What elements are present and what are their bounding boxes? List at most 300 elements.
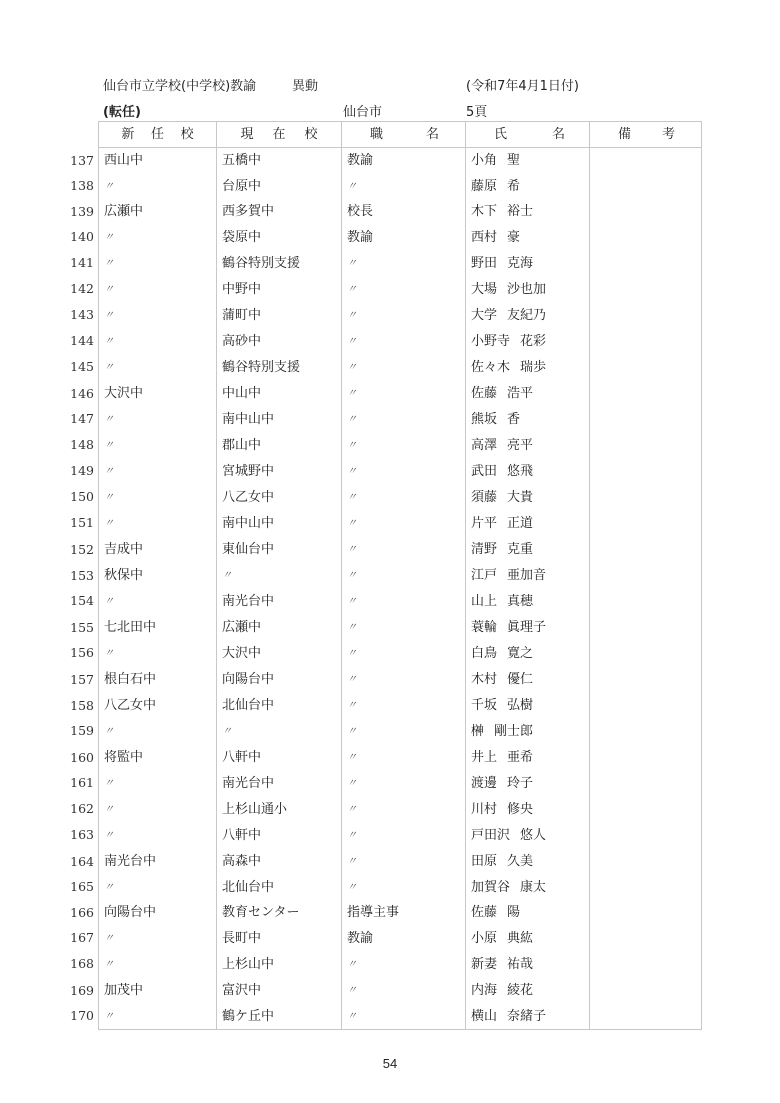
cell-remarks <box>590 276 702 302</box>
surname: 木下 <box>471 204 498 220</box>
ditto-mark: 〃 <box>347 544 357 556</box>
row-number: 140 <box>70 229 94 245</box>
given-name: 寛之 <box>507 645 534 661</box>
row-number: 161 <box>70 775 94 791</box>
cell-name <box>466 354 590 380</box>
row-number: 157 <box>70 671 94 687</box>
cell-position <box>342 173 466 199</box>
ditto-mark: 〃 <box>104 310 114 322</box>
surname: 江戸 <box>471 567 498 583</box>
table-row <box>99 510 702 536</box>
cell-remarks <box>590 744 702 770</box>
cell-name <box>466 1003 590 1030</box>
cell-current-school <box>217 199 342 224</box>
cell-current-school <box>217 562 342 588</box>
surname: 白鳥 <box>471 645 498 661</box>
cell-new-school <box>70 328 217 354</box>
table-row <box>99 718 702 744</box>
cell-position <box>342 432 466 458</box>
cell-name <box>466 666 590 692</box>
given-name: 悠飛 <box>507 463 534 479</box>
ditto-mark: 〃 <box>347 648 357 660</box>
current-school-value: 上杉山通小 <box>222 801 288 817</box>
table-row <box>99 250 702 276</box>
cell-name <box>466 380 590 406</box>
table-row <box>99 925 702 951</box>
cell-current-school <box>217 432 342 458</box>
cell-new-school <box>70 510 217 536</box>
cell-position <box>342 328 466 354</box>
table-row <box>99 1003 702 1030</box>
cell-current-school <box>217 588 342 614</box>
cell-new-school <box>70 562 217 588</box>
cell-remarks <box>590 250 702 276</box>
new-school-value: 将監中 <box>104 749 144 765</box>
cell-new-school <box>70 770 217 796</box>
table-row <box>99 224 702 250</box>
current-school-value: 教育センター <box>222 905 300 921</box>
cell-current-school <box>217 770 342 796</box>
section-label: (転任) <box>103 105 141 120</box>
document-kind: 異動 <box>292 79 319 94</box>
ditto-mark: 〃 <box>104 362 114 374</box>
row-number: 164 <box>70 853 94 869</box>
cell-new-school <box>70 173 217 199</box>
row-number: 155 <box>70 619 94 635</box>
cell-current-school <box>217 848 342 874</box>
cell-current-school <box>217 977 342 1003</box>
ditto-mark: 〃 <box>347 804 357 816</box>
cell-remarks <box>590 796 702 822</box>
cell-name <box>466 173 590 199</box>
cell-name <box>466 276 590 302</box>
cell-new-school <box>70 224 217 250</box>
table-row <box>99 536 702 562</box>
ditto-mark: 〃 <box>104 804 114 816</box>
row-number: 145 <box>70 359 94 375</box>
ditto-mark: 〃 <box>347 596 357 608</box>
ditto-mark: 〃 <box>347 1011 357 1023</box>
given-name: 陽 <box>507 905 521 921</box>
current-school-value: 北仙台中 <box>222 879 275 895</box>
row-number: 160 <box>70 749 94 765</box>
cell-position <box>342 874 466 900</box>
current-school-value: 広瀬中 <box>222 619 262 635</box>
current-school-value: 富沢中 <box>222 982 262 998</box>
current-school-value: 南中山中 <box>222 515 275 531</box>
cell-new-school <box>70 536 217 562</box>
given-name: 久美 <box>507 853 534 869</box>
new-school-value: 広瀬中 <box>104 204 144 220</box>
table-row <box>99 848 702 874</box>
current-school-value: 八軒中 <box>222 749 262 765</box>
cell-remarks <box>590 614 702 640</box>
given-name: 沙也加 <box>507 281 547 297</box>
row-number: 152 <box>70 541 94 557</box>
document-title: 仙台市立学校(中学校)教諭 <box>103 79 257 94</box>
cell-name <box>466 718 590 744</box>
cell-name <box>466 822 590 848</box>
cell-new-school <box>70 900 217 925</box>
row-number: 148 <box>70 437 94 453</box>
table-row <box>99 588 702 614</box>
table-row <box>99 666 702 692</box>
cell-remarks <box>590 148 702 174</box>
cell-remarks <box>590 848 702 874</box>
cell-position <box>342 458 466 484</box>
surname: 横山 <box>471 1008 498 1024</box>
cell-name <box>466 848 590 874</box>
row-number: 156 <box>70 645 94 661</box>
cell-remarks <box>590 1003 702 1030</box>
row-number: 146 <box>70 385 94 401</box>
cell-current-school <box>217 173 342 199</box>
current-school-value: 宮城野中 <box>222 463 275 479</box>
table-row <box>99 302 702 328</box>
cell-remarks <box>590 977 702 1003</box>
cell-name <box>466 874 590 900</box>
cell-name <box>466 510 590 536</box>
table-row <box>99 951 702 977</box>
cell-position <box>342 562 466 588</box>
new-school-value: 加茂中 <box>104 982 144 998</box>
new-school-value: 根白石中 <box>104 671 157 687</box>
row-number: 165 <box>70 879 94 895</box>
table-row <box>99 406 702 432</box>
ditto-mark: 〃 <box>347 674 357 686</box>
ditto-mark: 〃 <box>347 882 357 894</box>
ditto-mark: 〃 <box>347 336 357 348</box>
surname: 田原 <box>471 853 498 869</box>
ditto-mark: 〃 <box>104 336 114 348</box>
current-school-value: 鶴ケ丘中 <box>222 1008 275 1024</box>
given-name: 綾花 <box>507 982 534 998</box>
ditto-mark: 〃 <box>347 284 357 296</box>
current-school-value: 鶴谷特別支援 <box>222 255 301 271</box>
table-row <box>99 770 702 796</box>
cell-position <box>342 640 466 666</box>
city-label: 仙台市 <box>343 105 383 120</box>
ditto-mark: 〃 <box>104 284 114 296</box>
new-school-value: 南光台中 <box>104 853 157 869</box>
cell-new-school <box>70 302 217 328</box>
surname: 蓑輪 <box>471 619 498 635</box>
cell-current-school <box>217 614 342 640</box>
cell-name <box>466 925 590 951</box>
current-school-value: 袋原中 <box>222 229 262 245</box>
cell-name <box>466 900 590 925</box>
row-number: 137 <box>70 153 94 169</box>
row-number: 159 <box>70 723 94 739</box>
cell-name <box>466 951 590 977</box>
table-row <box>99 796 702 822</box>
ditto-mark: 〃 <box>347 700 357 712</box>
cell-current-school <box>217 692 342 718</box>
surname: 佐藤 <box>471 905 498 921</box>
surname: 野田 <box>471 255 498 271</box>
cell-position <box>342 199 466 224</box>
given-name: 裕士 <box>507 204 534 220</box>
ditto-mark: 〃 <box>104 440 114 452</box>
cell-current-school <box>217 925 342 951</box>
surname: 榊 <box>471 723 485 739</box>
current-school-value: 長町中 <box>222 930 262 946</box>
ditto-mark: 〃 <box>104 181 114 193</box>
table-row <box>99 874 702 900</box>
given-name: 亜加音 <box>507 567 547 583</box>
cell-new-school <box>70 744 217 770</box>
row-number: 167 <box>70 930 94 946</box>
column-header-new-school: 新 任 校 <box>99 122 217 148</box>
table-row <box>99 640 702 666</box>
cell-position <box>342 302 466 328</box>
cell-remarks <box>590 951 702 977</box>
cell-name <box>466 796 590 822</box>
cell-name <box>466 770 590 796</box>
table-row <box>99 199 702 224</box>
ditto-mark: 〃 <box>104 830 114 842</box>
current-school-value: 五橋中 <box>222 153 262 169</box>
position-value: 教諭 <box>347 930 374 946</box>
current-school-value: 八軒中 <box>222 827 262 843</box>
cell-remarks <box>590 510 702 536</box>
ditto-mark: 〃 <box>347 181 357 193</box>
current-school-value: 台原中 <box>222 178 262 194</box>
ditto-mark: 〃 <box>222 726 232 738</box>
table-row <box>99 458 702 484</box>
current-school-value: 高森中 <box>222 853 262 869</box>
ditto-mark: 〃 <box>347 985 357 997</box>
given-name: 眞理子 <box>507 619 547 635</box>
cell-remarks <box>590 354 702 380</box>
cell-remarks <box>590 484 702 510</box>
cell-position <box>342 666 466 692</box>
ditto-mark: 〃 <box>347 856 357 868</box>
ditto-mark: 〃 <box>104 726 114 738</box>
table-row <box>99 562 702 588</box>
ditto-mark: 〃 <box>104 933 114 945</box>
cell-remarks <box>590 925 702 951</box>
cell-name <box>466 199 590 224</box>
current-school-value: 中山中 <box>222 385 262 401</box>
cell-new-school <box>70 666 217 692</box>
cell-current-school <box>217 250 342 276</box>
cell-new-school <box>70 796 217 822</box>
cell-remarks <box>590 770 702 796</box>
cell-name <box>466 224 590 250</box>
current-school-value: 南光台中 <box>222 593 275 609</box>
cell-current-school <box>217 328 342 354</box>
table-row <box>99 354 702 380</box>
transfer-table <box>70 121 702 1030</box>
table-row <box>99 822 702 848</box>
cell-remarks <box>590 406 702 432</box>
ditto-mark: 〃 <box>104 648 114 660</box>
cell-position <box>342 770 466 796</box>
cell-current-school <box>217 1003 342 1030</box>
cell-current-school <box>217 536 342 562</box>
given-name: 正道 <box>507 515 534 531</box>
position-value: 教諭 <box>347 229 374 245</box>
new-school-value: 吉成中 <box>104 541 144 557</box>
surname: 大場 <box>471 281 498 297</box>
cell-position <box>342 276 466 302</box>
cell-remarks <box>590 536 702 562</box>
cell-current-school <box>217 744 342 770</box>
cell-remarks <box>590 900 702 925</box>
cell-remarks <box>590 173 702 199</box>
ditto-mark: 〃 <box>347 752 357 764</box>
cell-position <box>342 536 466 562</box>
ditto-mark: 〃 <box>104 466 114 478</box>
cell-name <box>466 302 590 328</box>
surname: 高澤 <box>471 437 498 453</box>
table-row <box>99 977 702 1003</box>
cell-remarks <box>590 432 702 458</box>
ditto-mark: 〃 <box>347 362 357 374</box>
cell-new-school <box>70 250 217 276</box>
ditto-mark: 〃 <box>104 518 114 530</box>
current-school-value: 中野中 <box>222 281 262 297</box>
cell-new-school <box>70 1003 217 1030</box>
row-number: 141 <box>70 255 94 271</box>
current-school-value: 西多賀中 <box>222 204 275 220</box>
position-value: 教諭 <box>347 153 374 169</box>
cell-current-school <box>217 406 342 432</box>
cell-remarks <box>590 640 702 666</box>
given-name: 優仁 <box>507 671 534 687</box>
surname: 木村 <box>471 671 498 687</box>
row-number: 169 <box>70 982 94 998</box>
ditto-mark: 〃 <box>104 778 114 790</box>
row-number: 158 <box>70 697 94 713</box>
current-school-value: 南中山中 <box>222 411 275 427</box>
ditto-mark: 〃 <box>347 726 357 738</box>
column-header-remarks: 備 考 <box>590 122 702 148</box>
given-name: 友紀乃 <box>507 307 547 323</box>
ditto-mark: 〃 <box>347 310 357 322</box>
current-school-value: 南光台中 <box>222 775 275 791</box>
column-header-current-school: 現 在 校 <box>217 122 342 148</box>
table-header-row <box>99 122 702 148</box>
cell-name <box>466 328 590 354</box>
ditto-mark: 〃 <box>104 414 114 426</box>
cell-new-school <box>70 406 217 432</box>
new-school-value: 大沢中 <box>104 385 144 401</box>
table-row <box>99 328 702 354</box>
cell-new-school <box>70 692 217 718</box>
cell-current-school <box>217 900 342 925</box>
cell-position <box>342 977 466 1003</box>
ditto-mark: 〃 <box>347 258 357 270</box>
given-name: 克海 <box>507 255 534 271</box>
given-name: 弘樹 <box>507 697 534 713</box>
cell-remarks <box>590 562 702 588</box>
ditto-mark: 〃 <box>347 959 357 971</box>
row-number: 144 <box>70 333 94 349</box>
cell-remarks <box>590 692 702 718</box>
cell-new-school <box>70 614 217 640</box>
ditto-mark: 〃 <box>347 570 357 582</box>
ditto-mark: 〃 <box>347 492 357 504</box>
cell-remarks <box>590 458 702 484</box>
given-name: 亮平 <box>507 437 534 453</box>
given-name: 香 <box>507 411 521 427</box>
ditto-mark: 〃 <box>104 232 114 244</box>
row-number: 168 <box>70 956 94 972</box>
ditto-mark: 〃 <box>347 830 357 842</box>
surname: 新妻 <box>471 956 498 972</box>
position-value: 校長 <box>347 204 374 220</box>
ditto-mark: 〃 <box>222 570 232 582</box>
row-number: 162 <box>70 801 94 817</box>
cell-current-school <box>217 822 342 848</box>
given-name: 希 <box>507 178 521 194</box>
ditto-mark: 〃 <box>104 492 114 504</box>
cell-position <box>342 406 466 432</box>
given-name: 克重 <box>507 541 534 557</box>
ditto-mark: 〃 <box>104 1011 114 1023</box>
current-school-value: 上杉山中 <box>222 956 275 972</box>
effective-date: (令和7年4月1日付) <box>466 79 579 94</box>
page-number: 54 <box>382 1056 398 1071</box>
row-number: 166 <box>70 905 94 921</box>
cell-position <box>342 250 466 276</box>
surname: 須藤 <box>471 489 498 505</box>
surname: 藤原 <box>471 178 498 194</box>
row-number: 143 <box>70 307 94 323</box>
cell-current-school <box>217 951 342 977</box>
new-school-value: 向陽台中 <box>104 905 157 921</box>
cell-name <box>466 148 590 174</box>
cell-new-school <box>70 640 217 666</box>
given-name: 浩平 <box>507 385 534 401</box>
cell-new-school <box>70 276 217 302</box>
cell-new-school <box>70 458 217 484</box>
current-school-value: 向陽台中 <box>222 671 275 687</box>
surname: 渡邊 <box>471 775 498 791</box>
cell-current-school <box>217 796 342 822</box>
surname: 山上 <box>471 593 498 609</box>
cell-new-school <box>70 354 217 380</box>
cell-current-school <box>217 148 342 174</box>
current-school-value: 高砂中 <box>222 333 262 349</box>
cell-new-school <box>70 822 217 848</box>
current-school-value: 郡山中 <box>222 437 262 453</box>
cell-remarks <box>590 718 702 744</box>
surname: 清野 <box>471 541 498 557</box>
surname: 井上 <box>471 749 498 765</box>
cell-name <box>466 432 590 458</box>
surname: 熊坂 <box>471 411 498 427</box>
cell-remarks <box>590 328 702 354</box>
row-number: 142 <box>70 281 94 297</box>
surname: 片平 <box>471 515 498 531</box>
cell-position <box>342 380 466 406</box>
cell-new-school <box>70 874 217 900</box>
cell-position <box>342 588 466 614</box>
ditto-mark: 〃 <box>347 414 357 426</box>
cell-remarks <box>590 588 702 614</box>
given-name: 亜希 <box>507 749 534 765</box>
table-row <box>99 276 702 302</box>
cell-name <box>466 640 590 666</box>
ditto-mark: 〃 <box>347 388 357 400</box>
given-name: 剛士郎 <box>494 723 534 739</box>
table-row <box>99 432 702 458</box>
cell-position <box>342 744 466 770</box>
cell-name <box>466 484 590 510</box>
